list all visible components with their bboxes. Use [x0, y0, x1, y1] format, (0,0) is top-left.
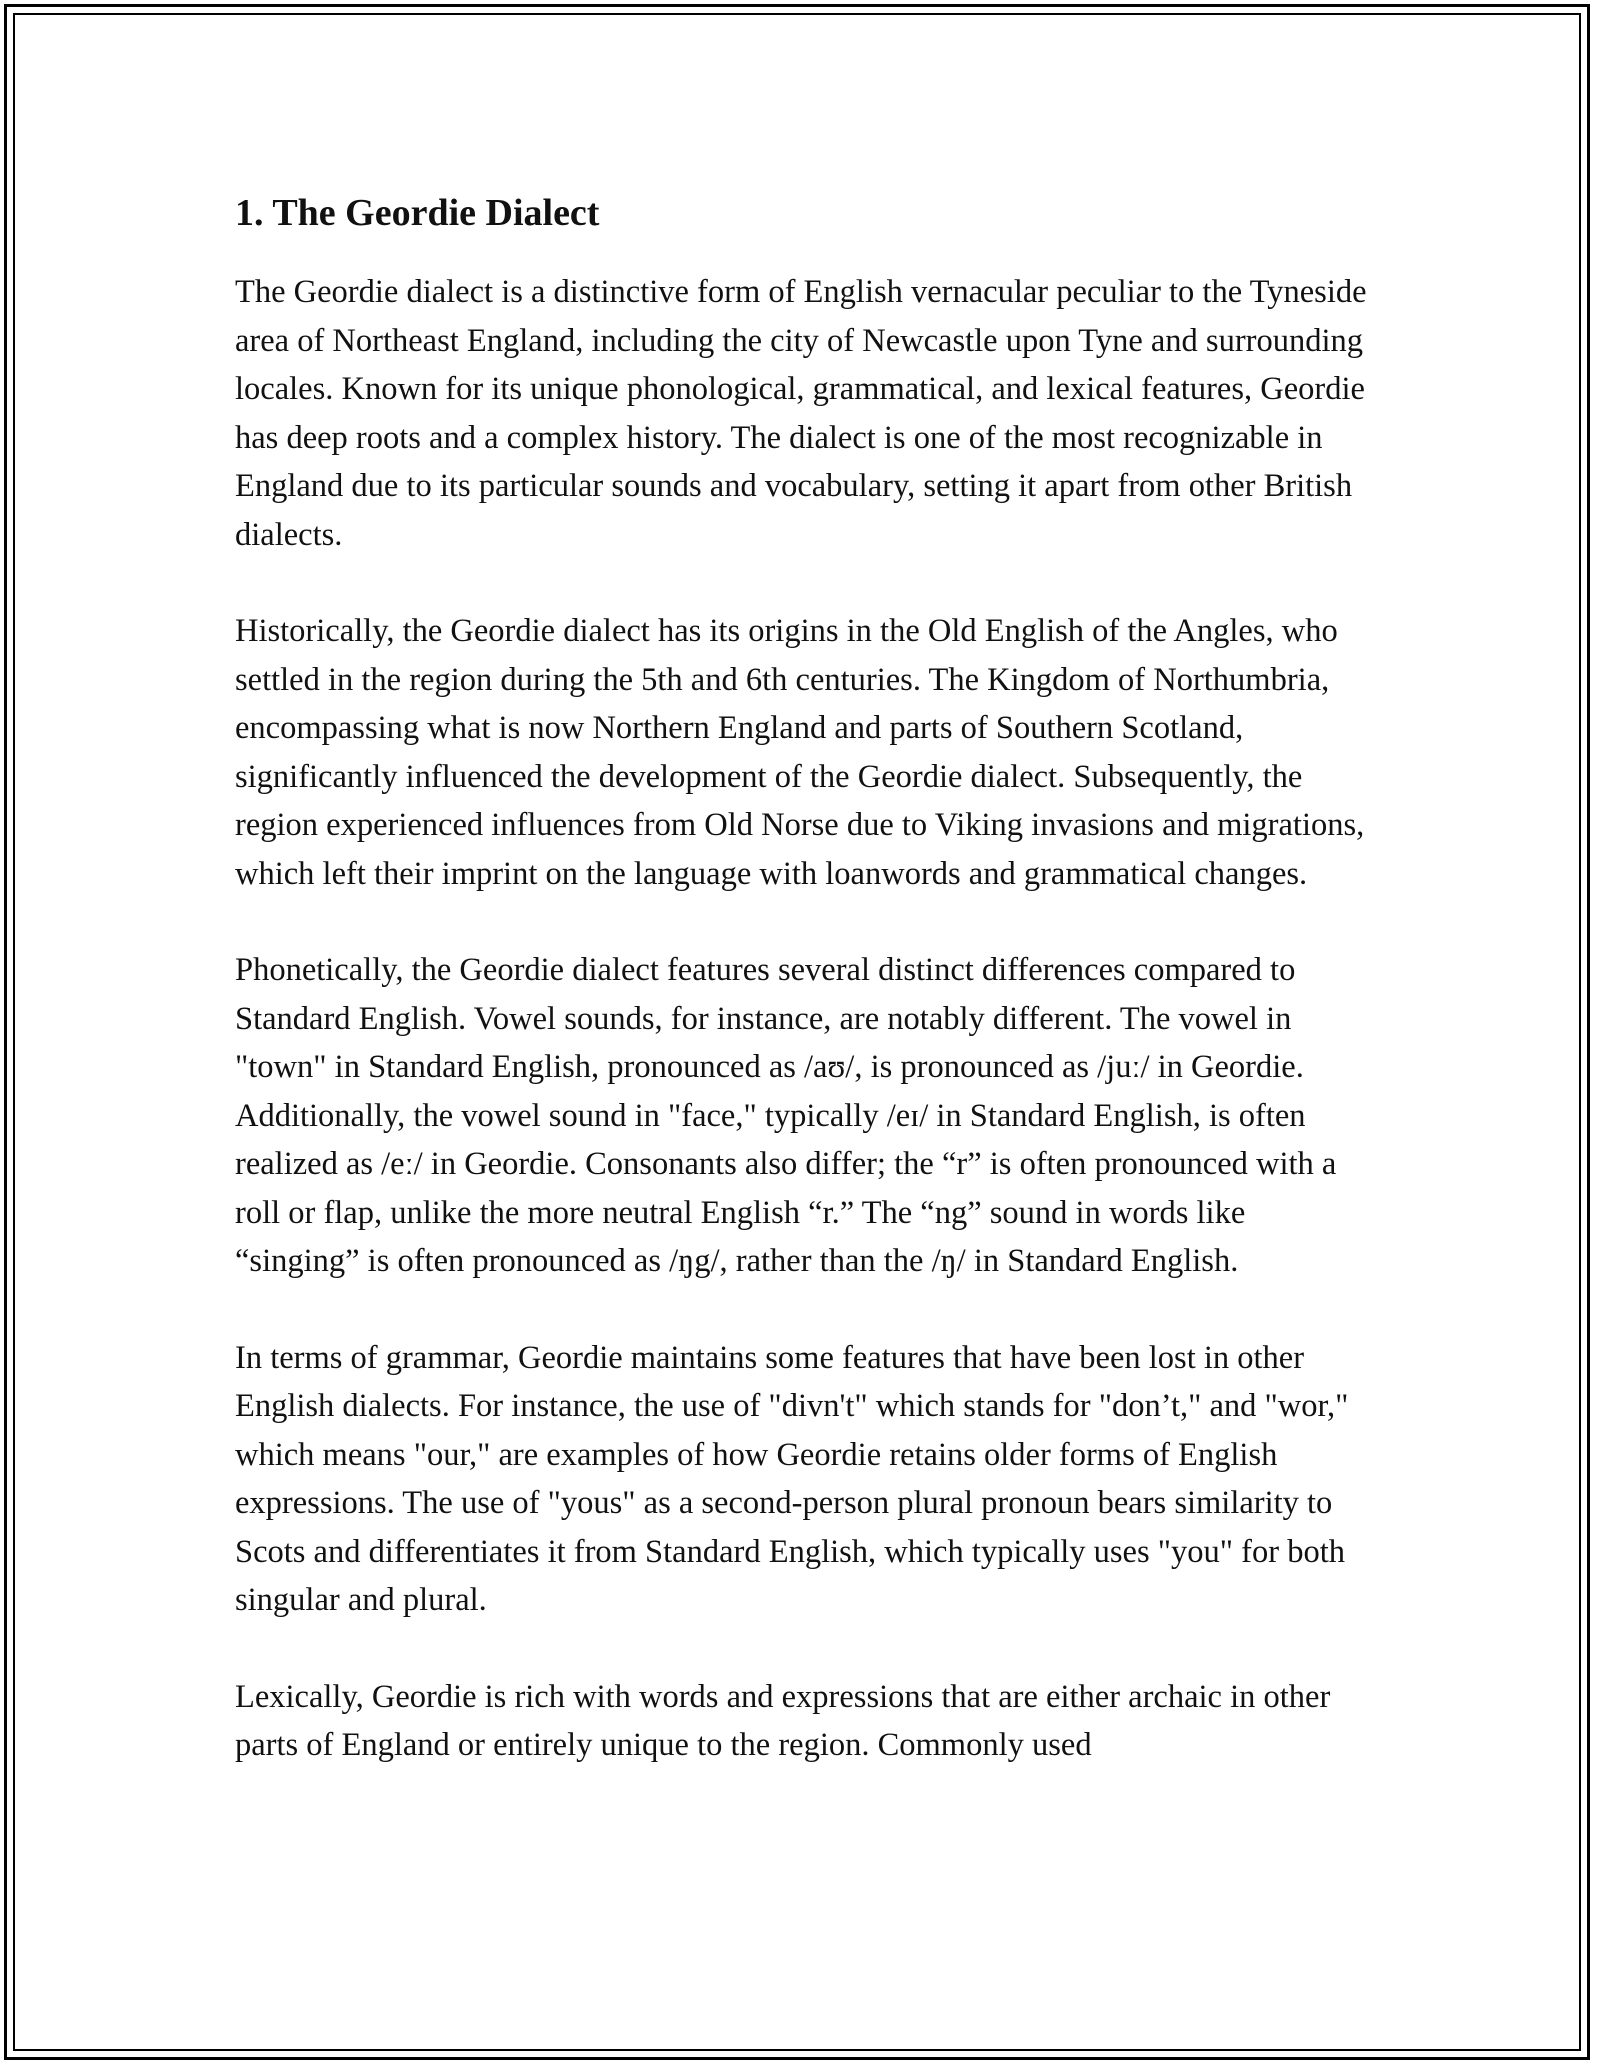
paragraph-phonetics: Phonetically, the Geordie dialect features several distinct differences compared to Standard English. Vowel sounds, for instance, are notably different. The vowel in "town" in Standard English, pronounced as /aʊ/, is pronounced as /juː/ in Geordie. Additionally, the vowel sound in "face," typically /eɪ/ in Standard English, is often realized as /eː/ in Geordie. Consonants also differ; the “r” is often pronounced with a roll or flap, unlike the more neutral English “r.” The “ng” sound in words like “singing” is often pronounced as /ŋg/, rather than the /ŋ/ in Standard English. — [235, 952, 1337, 1279]
document-body — [235, 188, 1375, 1818]
paragraph-grammar: In terms of grammar, Geordie maintains some features that have been lost in other English dialects. For instance, the use of "divn't" which stands for "don’t," and "wor," which means "our," are examples of how Geordie retains older forms of English expressions. The use of "yous" as a second-person plural pronoun bears similarity to Scots and differentiates it from Standard English, which typically uses "you" for both singular and plural. — [235, 1339, 1349, 1618]
section-heading: 1. The Geordie Dialect — [235, 192, 600, 234]
paragraph-lexicon: Lexically, Geordie is rich with words and expressions that are either archaic in other parts of England or entirely unique to the region. Commonly used — [235, 1678, 1331, 1763]
paragraph-history: Historically, the Geordie dialect has its origins in the Old English of the Angles, who settled in the region during the 5th and 6th centuries. The Kingdom of Northumbria, encompassing what is now Northern England and parts of Southern Scotland, significantly influenced the development of the Geordie dialect. Subsequently, the region experienced influences from Old Norse due to Viking invasions and migrations, which left their imprint on the language with loanwords and grammatical changes. — [235, 613, 1365, 892]
paragraph-introduction: The Geordie dialect is a distinctive form of English vernacular peculiar to the Tyneside area of Northeast England, including the city of Newcastle upon Tyne and surrounding locales. Known for its unique phonological, grammatical, and lexical features, Geordie has deep roots and a complex history. The dialect is one of the most recognizable in England due to its particular sounds and vocabulary, setting it apart from other British dialects. — [235, 274, 1367, 553]
